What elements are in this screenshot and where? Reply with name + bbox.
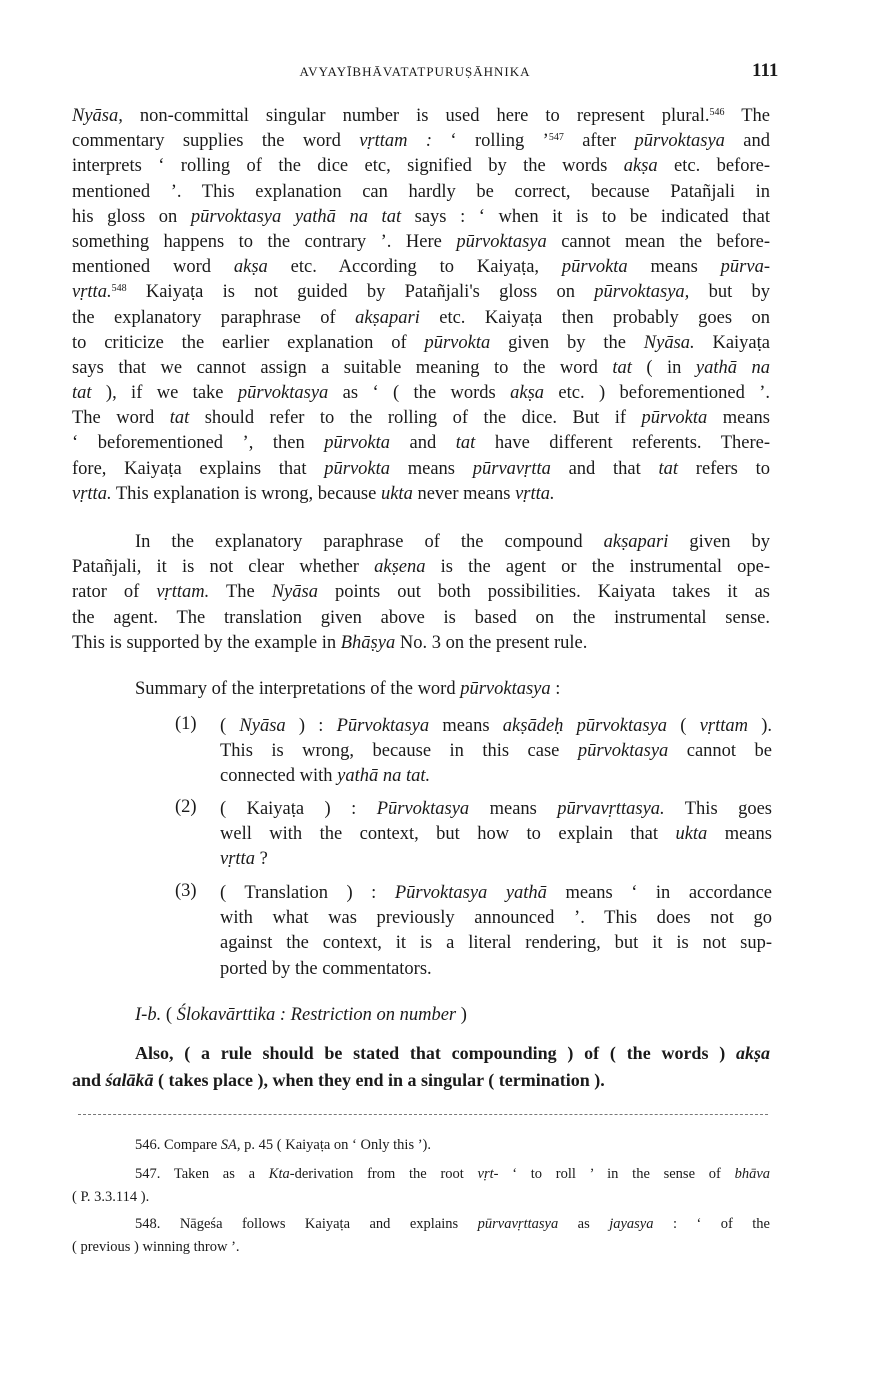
italic-term: pūrvoktasya: [634, 131, 725, 152]
text-run: ( Translation ) :: [220, 883, 395, 903]
text-line: [220, 906, 772, 931]
italic-term: tat: [455, 433, 476, 454]
italic-term: Pūrvoktasya yathā: [394, 883, 547, 903]
text-run: etc. Kaiyaṭa then probably goes on: [419, 307, 770, 328]
text-line: [72, 580, 770, 605]
text-line: [135, 677, 775, 702]
text-line: [72, 205, 770, 230]
text-run: The: [209, 582, 272, 603]
italic-term: Nyāsa.: [643, 332, 695, 353]
text-run: 548. Nāgeśa follows Kaiyaṭa and explains: [135, 1216, 478, 1232]
italic-term: vṛtta.: [72, 483, 112, 504]
text-run: commentary supplies the word: [72, 131, 360, 152]
text-line: [220, 881, 772, 906]
text-run: and: [724, 131, 771, 152]
text-run: (: [667, 716, 700, 736]
text-run: rator of: [72, 582, 157, 603]
text-run: : ‘ of the: [653, 1216, 770, 1232]
text-run: means: [707, 408, 770, 429]
text-run: (: [161, 1005, 177, 1025]
text-run: points out both possibilities. Kaiyata takes it as: [317, 582, 770, 603]
text-run: fore, Kaiyaṭa explains that: [72, 458, 325, 479]
text-run: and: [390, 433, 456, 454]
text-run: after: [563, 131, 635, 152]
italic-term: akṣapari: [355, 307, 420, 328]
text-run: as: [558, 1216, 610, 1232]
text-run: Also, ( a rule should be stated that compounding ) of ( the words ): [135, 1043, 736, 1063]
italic-term: Nyāsa: [239, 716, 286, 736]
italic-term: tat: [72, 383, 92, 404]
italic-term: pūrvoktasya: [577, 741, 669, 762]
list-number-3: (3): [175, 881, 197, 901]
text-run: Summary of the interpretations of the word: [135, 679, 461, 699]
italic-term: pūrvavṛtta: [472, 458, 551, 479]
italic-term: vṛtta.: [72, 282, 112, 303]
italic-term: akṣādeḥ pūrvoktasya: [502, 716, 668, 736]
footnote-548: [72, 1213, 770, 1259]
paragraph-1: [72, 104, 770, 507]
text-run: etc. According to Kaiyaṭa,: [267, 257, 562, 278]
footnote-547: [72, 1163, 770, 1209]
text-run: means: [429, 716, 503, 736]
text-run: non-committal singular number is used here to represent plural.: [122, 106, 710, 126]
text-run: never means: [412, 483, 516, 504]
italic-term: Kta: [268, 1166, 290, 1182]
text-line: [220, 764, 772, 789]
text-run: but by: [689, 282, 770, 303]
text-line: [72, 104, 770, 129]
text-run: This is wrong, because in this case: [220, 741, 578, 762]
text-run: the explanatory paraphrase of: [72, 307, 356, 328]
italic-term: pūrva-: [720, 257, 770, 278]
text-run: to criticize the earlier explanation of: [72, 332, 425, 353]
italic-term: akṣa: [735, 1043, 770, 1063]
text-run: :: [550, 679, 561, 699]
text-run: his gloss on: [72, 206, 191, 227]
italic-term: akṣena: [374, 557, 426, 578]
text-line: [72, 154, 770, 179]
italic-term: pūrvoktasya,: [594, 282, 690, 303]
text-line: [220, 822, 772, 847]
text-run: mentioned word: [72, 257, 234, 278]
list-number-2: (2): [175, 797, 197, 817]
text-run: cannot be: [668, 741, 772, 762]
text-line: [72, 631, 770, 656]
footnote-ref: 547: [548, 132, 564, 144]
list-number-1: (1): [175, 714, 197, 734]
text-line: [72, 1186, 770, 1209]
rule-statement: [72, 1040, 770, 1094]
italic-term: jayasya: [609, 1216, 654, 1232]
italic-term: vṛttam.: [156, 582, 210, 603]
text-run: In the explanatory paraphrase of the compound: [135, 532, 604, 552]
text-run: means: [707, 824, 772, 845]
text-line: [72, 406, 770, 431]
italic-term: vṛttam: [699, 716, 748, 736]
text-run: (: [220, 716, 240, 736]
text-run: ( Kaiyaṭa ) :: [220, 799, 377, 819]
text-run: ?: [254, 849, 268, 870]
italic-term: SA,: [220, 1137, 241, 1153]
italic-term: pūrvokta: [561, 257, 628, 278]
italic-term: vṛttam :: [359, 131, 433, 152]
italic-term: tat: [658, 458, 679, 479]
text-line: [135, 1003, 775, 1028]
italic-term: pūrvokta: [641, 408, 708, 429]
text-run: This is supported by the example in: [72, 632, 341, 653]
italic-term: Nyāsa: [271, 582, 318, 603]
italic-term: pūrvoktasya: [460, 679, 551, 699]
italic-term: pūrvokta: [424, 332, 491, 353]
text-run: cannot mean the before-: [546, 231, 770, 252]
italic-term: akṣa: [623, 156, 658, 177]
text-line: [220, 797, 772, 822]
text-run: says : ‘ when it is to be indicated that: [401, 206, 770, 227]
text-run: etc. before-: [657, 156, 770, 177]
text-run: ).: [747, 716, 772, 736]
list-item-1: [220, 714, 772, 790]
text-run: Kaiyaṭa: [694, 332, 770, 353]
text-run: means: [390, 458, 473, 479]
text-line: [72, 230, 770, 255]
italic-term: Pūrvoktasya: [336, 716, 430, 736]
text-line: [72, 1067, 770, 1094]
text-run: with what was previously announced ’. This does not go: [220, 908, 772, 929]
text-run: 546. Compare: [135, 1137, 221, 1153]
text-run: etc. ) beforementioned ’.: [544, 383, 770, 404]
text-run: Kaiyaṭa is not guided by Patañjali's gloss on: [126, 282, 595, 303]
text-run: something happens to the contrary ’. Here: [72, 231, 457, 252]
text-line: [72, 129, 770, 154]
text-line: [72, 1134, 770, 1157]
text-run: ‘ to roll ’ in the sense of: [498, 1166, 735, 1182]
text-run: ( in: [631, 357, 696, 378]
footnote-ref: 548: [111, 283, 127, 295]
text-run: means: [627, 257, 721, 278]
text-run: given by: [668, 532, 770, 552]
text-run: means: [469, 799, 558, 819]
text-run: the agent. The translation given above is based on the instrumental sense.: [72, 607, 770, 628]
text-line: [72, 431, 770, 456]
italic-term: akṣa: [233, 257, 268, 278]
text-run: should refer to the rolling of the dice. But if: [189, 408, 642, 429]
text-run: ), if we take: [91, 383, 238, 404]
text-run: have different referents. There-: [475, 433, 771, 454]
text-run: ported by the commentators.: [220, 958, 432, 979]
italic-term: Nyāsa,: [72, 106, 123, 126]
text-run: ‘ beforementioned ’, then: [72, 433, 325, 454]
italic-term: I-b.: [135, 1005, 162, 1025]
text-line: [220, 847, 772, 872]
text-run: The word: [72, 408, 170, 429]
text-run: connected with: [220, 766, 338, 787]
text-run: ‘ rolling ’: [432, 131, 549, 152]
paragraph-2: [72, 530, 770, 656]
text-run: is the agent or the instrumental ope-: [425, 557, 770, 578]
text-line: [72, 530, 770, 555]
text-line: [72, 306, 770, 331]
text-line: [72, 381, 770, 406]
text-run: ( P. 3.3.114 ).: [72, 1189, 150, 1205]
text-line: [72, 555, 770, 580]
italic-term: bhāva: [734, 1166, 770, 1182]
text-run: -derivation from the root: [289, 1166, 478, 1182]
text-line: [72, 280, 770, 305]
text-run: as ‘ ( the words: [328, 383, 511, 404]
text-run: ) :: [285, 716, 337, 736]
text-run: ): [456, 1005, 467, 1025]
italic-term: tat: [169, 408, 190, 429]
text-line: [72, 180, 770, 205]
italic-term: Bhāṣya: [340, 632, 396, 653]
list-item-3: [220, 881, 772, 982]
text-line: [72, 1236, 770, 1259]
text-run: means ‘ in accordance: [546, 883, 773, 903]
italic-term: pūrvoktasya: [237, 383, 329, 404]
text-run: p. 45 ( Kaiyaṭa on ‘ Only this ’).: [240, 1137, 431, 1153]
text-line: [72, 356, 770, 381]
text-run: This explanation is wrong, because: [111, 483, 381, 504]
text-line: [220, 957, 772, 982]
text-run: The: [724, 106, 770, 126]
italic-term: yathā na tat.: [337, 766, 431, 787]
footnote-546: [72, 1134, 770, 1157]
italic-term: pūrvokta: [324, 458, 391, 479]
text-line: [72, 1213, 770, 1236]
text-run: 547. Taken as a: [135, 1166, 269, 1182]
italic-term: akṣapari: [603, 532, 669, 552]
text-run: This goes: [664, 799, 772, 819]
text-run: Patañjali, it is not clear whether: [72, 557, 375, 578]
italic-term: śalākā: [105, 1070, 154, 1090]
text-line: [72, 1040, 770, 1067]
italic-term: vṛtta.: [515, 483, 555, 504]
italic-term: akṣa: [510, 383, 545, 404]
italic-term: pūrvoktasya: [456, 231, 547, 252]
text-line: [72, 606, 770, 631]
italic-term: ukta: [380, 483, 413, 504]
text-line: [72, 1163, 770, 1186]
italic-term: pūrvoktasya yathā na tat: [190, 206, 402, 227]
text-run: refers to: [678, 458, 771, 479]
list-item-2: [220, 797, 772, 873]
italic-term: ukta: [675, 824, 708, 845]
italic-term: yathā na: [695, 357, 770, 378]
text-run: and: [72, 1070, 106, 1090]
text-run: mentioned ’. This explanation can hardly be correct, because Patañjali in: [72, 181, 770, 202]
italic-term: Pūrvoktasya: [376, 799, 470, 819]
text-line: [220, 739, 772, 764]
page-number: 111: [752, 60, 779, 81]
italic-term: tat: [612, 357, 632, 378]
text-run: ( previous ) winning throw ’.: [72, 1239, 240, 1255]
text-run: against the context, it is a literal rendering, but it is not sup-: [220, 933, 772, 954]
text-run: and that: [550, 458, 659, 479]
footnote-divider: [78, 1114, 768, 1115]
text-line: [72, 457, 770, 482]
footnote-ref: 546: [709, 107, 725, 118]
italic-term: Ślokavārttika : Restriction on number: [176, 1005, 457, 1025]
text-run: says that we cannot assign a suitable meaning to the word: [72, 357, 613, 378]
text-line: [220, 931, 772, 956]
text-run: well with the context, but how to explain that: [220, 824, 676, 845]
text-run: interprets ‘ rolling of the dice etc, signified by the words: [72, 156, 624, 177]
summary-line: [135, 677, 775, 702]
italic-term: vṛt-: [477, 1166, 499, 1182]
italic-term: vṛtta: [220, 849, 255, 870]
text-run: ( takes place ), when they end in a singular ( termination ).: [153, 1070, 605, 1090]
text-line: [72, 482, 770, 507]
section-heading: [135, 1003, 775, 1028]
text-run: given by the: [490, 332, 644, 353]
text-line: [72, 255, 770, 280]
text-run: No. 3 on the present rule.: [395, 632, 588, 653]
italic-term: pūrvavṛttasya.: [557, 799, 665, 819]
running-title: AVYAYĪBHĀVATATPURUṢĀHNIKA: [299, 64, 531, 79]
text-line: [72, 331, 770, 356]
text-line: [220, 714, 772, 739]
italic-term: pūrvokta: [324, 433, 391, 454]
italic-term: pūrvavṛttasya: [477, 1216, 559, 1232]
